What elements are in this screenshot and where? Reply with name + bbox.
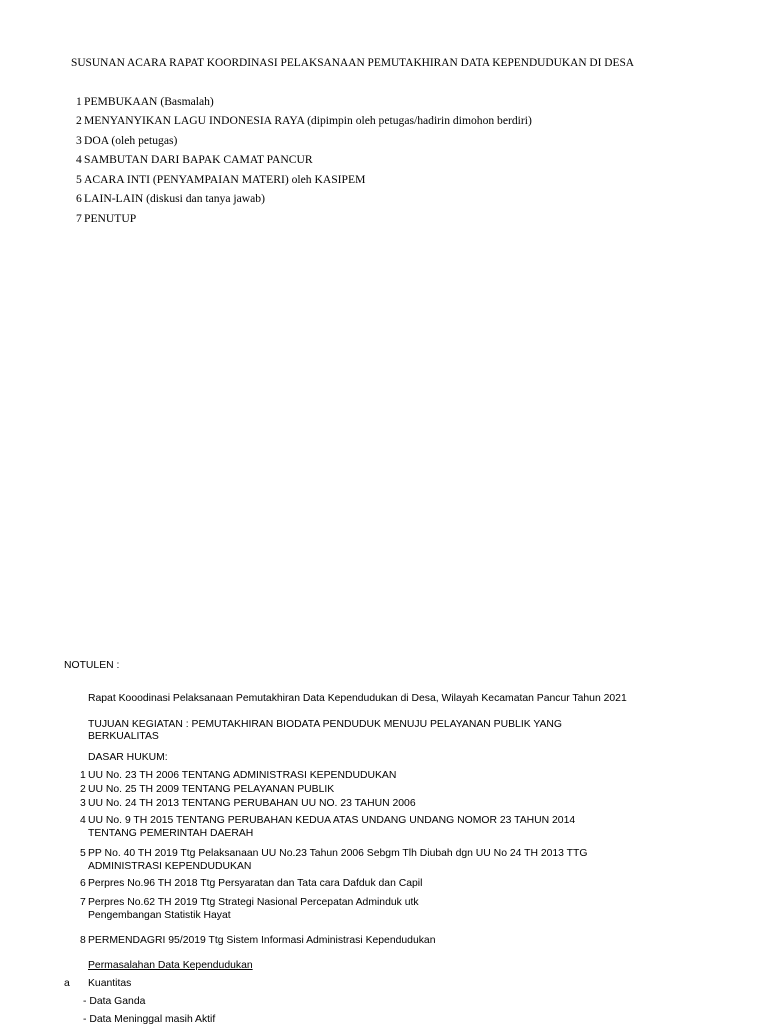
- legal-basis-item: [80, 897, 419, 922]
- legal-basis-item: [80, 815, 575, 840]
- legal-basis-number: 4: [80, 815, 86, 826]
- legal-basis-number: 6: [80, 878, 86, 889]
- legal-basis-text: PERMENDAGRI 95/2019 Ttg Sistem Informasi Administrasi Kependudukan: [88, 935, 436, 946]
- legal-basis-item: [80, 784, 334, 797]
- masalah-a-marker: a: [64, 978, 70, 989]
- agenda-item-text: SAMBUTAN DARI BAPAK CAMAT PANCUR: [84, 153, 313, 166]
- agenda-item-text: PEMBUKAAN (Basmalah): [84, 95, 214, 108]
- legal-basis-number: 8: [80, 935, 86, 946]
- legal-basis-number: 5: [80, 848, 86, 859]
- agenda-item-text: ACARA INTI (PENYAMPAIAN MATERI) oleh KASIPEM: [84, 173, 366, 186]
- agenda-item-number: 5: [76, 173, 82, 186]
- legal-basis-text: UU No. 25 TH 2009 TENTANG PELAYANAN PUBLIK: [88, 784, 335, 795]
- legal-basis-item: [80, 878, 422, 891]
- agenda-item-text: LAIN-LAIN (diskusi dan tanya jawab): [84, 192, 265, 205]
- legal-basis-number: 7: [80, 897, 86, 908]
- agenda-item: [76, 134, 177, 147]
- agenda-item: [76, 95, 214, 108]
- legal-basis-number: 2: [80, 784, 86, 795]
- legal-basis-continuation: TENTANG PEMERINTAH DAERAH: [88, 827, 254, 839]
- legal-basis-text: UU No. 24 TH 2013 TENTANG PERUBAHAN UU NO. 23 TAHUN 2006: [88, 798, 416, 809]
- legal-basis-continuation: ADMINISTRASI KEPENDUDUKAN: [88, 860, 252, 872]
- agenda-item: [76, 153, 313, 166]
- legal-basis-item: [80, 848, 587, 873]
- agenda-item-text: DOA (oleh petugas): [84, 134, 178, 147]
- permasalahan-heading: Permasalahan Data Kependudukan: [88, 960, 253, 971]
- agenda-item-number: 3: [76, 134, 82, 147]
- agenda-item: [76, 114, 532, 127]
- masalah-item: - Data Ganda: [83, 996, 146, 1007]
- legal-basis-text: Perpres No.96 TH 2018 Ttg Persyaratan dan Tata cara Dafduk dan Capil: [88, 878, 423, 889]
- tujuan-line-1: TUJUAN KEGIATAN : PEMUTAKHIRAN BIODATA PENDUDUK MENUJU PELAYANAN PUBLIK YANG: [88, 719, 563, 730]
- legal-basis-text: PP No. 40 TH 2019 Ttg Pelaksanaan UU No.23 Tahun 2006 Sebgm Tlh Diubah dgn UU No 24 TH 2013 TTG: [88, 848, 588, 859]
- agenda-item-text: PENUTUP: [84, 212, 137, 225]
- meeting-description: Rapat Kooodinasi Pelaksanaan Pemutakhiran Data Kependudukan di Desa, Wilayah Kecamatan Pancur Tahun 2021: [88, 693, 627, 704]
- agenda-item-number: 2: [76, 114, 82, 127]
- legal-basis-continuation: Pengembangan Statistik Hayat: [88, 909, 231, 921]
- legal-basis-text: Perpres No.62 TH 2019 Ttg Strategi Nasional Percepatan Adminduk utk: [88, 897, 419, 908]
- legal-basis-number: 3: [80, 798, 86, 809]
- agenda-item-number: 7: [76, 212, 82, 225]
- agenda-item: [76, 192, 265, 205]
- legal-basis-item: [80, 770, 396, 783]
- agenda-item: [76, 212, 136, 225]
- agenda-item-number: 1: [76, 95, 82, 108]
- masalah-a-label: Kuantitas: [88, 978, 132, 989]
- dasar-hukum-label: DASAR HUKUM:: [88, 752, 168, 763]
- notulen-label: NOTULEN :: [64, 660, 120, 671]
- tujuan-line-2: BERKUALITAS: [88, 731, 159, 742]
- legal-basis-item: [80, 798, 416, 811]
- legal-basis-item: [80, 935, 435, 948]
- legal-basis-number: 1: [80, 770, 86, 781]
- legal-basis-text: UU No. 23 TH 2006 TENTANG ADMINISTRASI KEPENDUDUKAN: [88, 770, 397, 781]
- agenda-item-number: 4: [76, 153, 82, 166]
- agenda-item-text: MENYANYIKAN LAGU INDONESIA RAYA (dipimpin oleh petugas/hadirin dimohon berdiri): [84, 114, 532, 127]
- legal-basis-text: UU No. 9 TH 2015 TENTANG PERUBAHAN KEDUA ATAS UNDANG UNDANG NOMOR 23 TAHUN 2014: [88, 815, 576, 826]
- masalah-item: - Data Meninggal masih Aktif: [83, 1014, 216, 1025]
- agenda-item: [76, 173, 365, 186]
- agenda-title: SUSUNAN ACARA RAPAT KOORDINASI PELAKSANAAN PEMUTAKHIRAN DATA KEPENDUDUKAN DI DESA: [71, 57, 635, 69]
- agenda-item-number: 6: [76, 192, 82, 205]
